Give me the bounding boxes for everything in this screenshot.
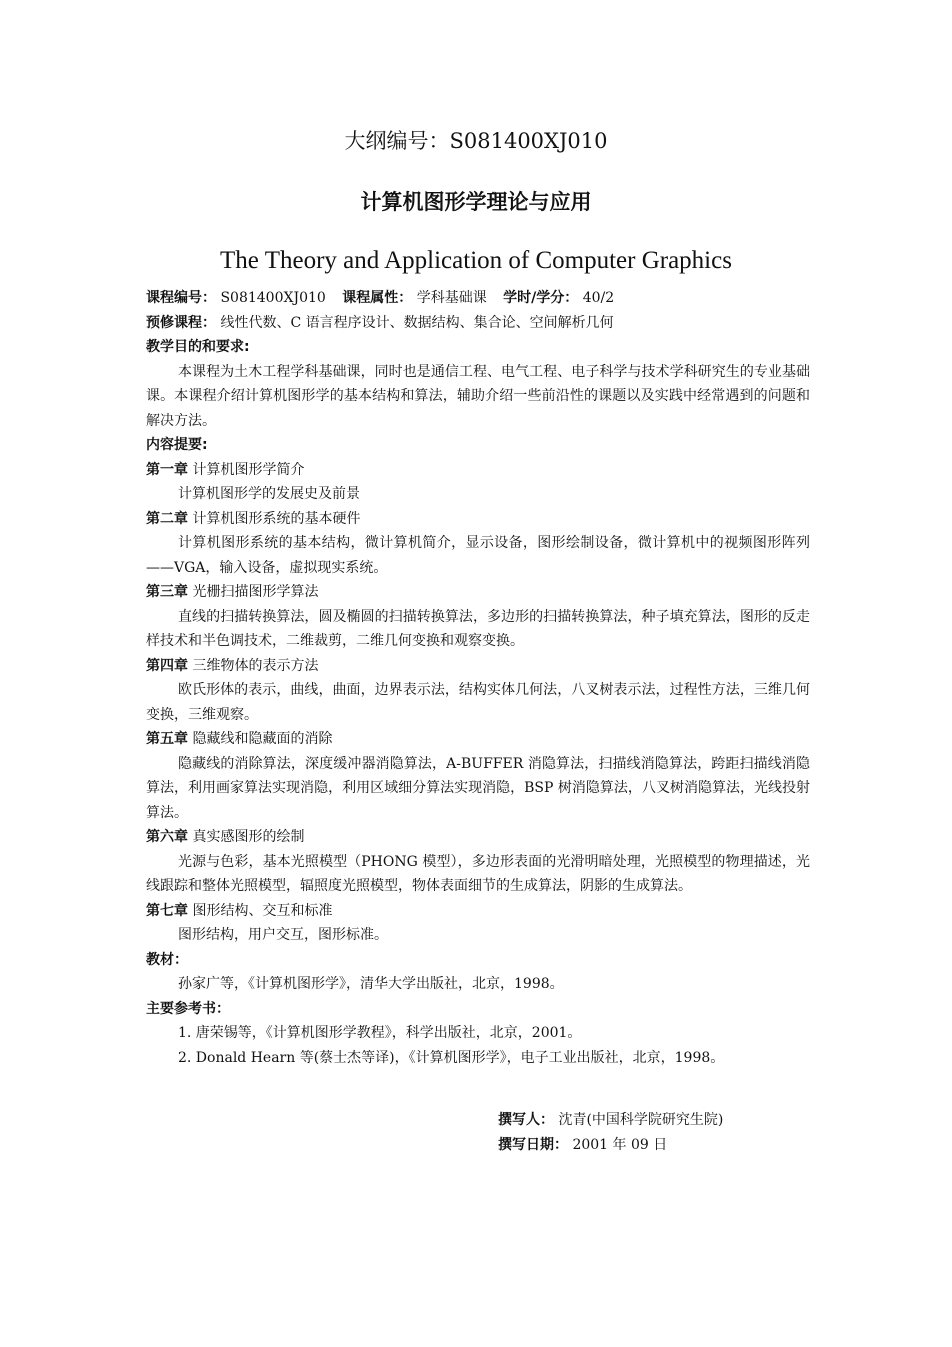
chapter-body: 直线的扫描转换算法，圆及椭圆的扫描转换算法，多边形的扫描转换算法，种子填充算法，图形的反走样技术和半色调技术，二维裁剪，二维几何变换和观察变换。	[146, 608, 810, 649]
chapter-heading	[146, 458, 810, 483]
chapter-label: 第五章	[146, 731, 188, 747]
outline-number: 大纲编号：S081400XJ010	[344, 129, 608, 153]
chapter-title: 光栅扫描图形学算法	[192, 584, 319, 600]
chapter-title: 真实感图形的绘制	[192, 829, 305, 845]
author-value: 沈青(中国科学院研究生院)	[558, 1112, 724, 1128]
course-attr-label: 课程属性：	[342, 290, 413, 306]
contents-heading: 内容提要:	[146, 437, 208, 453]
chapter-heading	[146, 825, 810, 850]
chapter-heading	[146, 507, 810, 532]
textbook-text: 孙家广等，《计算机图形学》，清华大学出版社，北京，1998。	[178, 976, 564, 992]
prereq-value: 线性代数、C 语言程序设计、数据结构、集合论、空间解析几何	[220, 314, 614, 331]
course-no-label: 课程编号：	[146, 290, 216, 306]
chapter-heading	[146, 727, 810, 752]
chapter-title: 图形结构、交互和标准	[192, 902, 333, 919]
chapter-body: 欧氏形体的表示，曲线，曲面，边界表示法，结构实体几何法，八叉树表示法，过程性方法，三维几何变换，三维观察。	[146, 682, 810, 723]
chapter-body: 计算机图形学的发展史及前景	[178, 486, 360, 502]
chapter-label: 第一章	[146, 461, 188, 478]
reference-item: 1. 唐荣锡等，《计算机图形学教程》，科学出版社，北京，2001。	[178, 1025, 582, 1041]
chapter-heading	[146, 654, 810, 679]
author-label: 撰写人：	[498, 1112, 554, 1128]
chapter-title: 隐藏线和隐藏面的消除	[192, 731, 333, 747]
chapter-label: 第四章	[146, 657, 188, 674]
references-heading: 主要参考书：	[146, 1000, 230, 1017]
chapter-body: 隐藏线的消除算法，深度缓冲器消隐算法，A-BUFFER 消隐算法，扫描线消隐算法，跨距扫描线消隐算法，利用画家算法实现消隐，利用区域细分算法实现消隐，BSP 树消隐算法，八叉树消隐算法，光线投射算法。	[146, 755, 810, 821]
chapter-title: 三维物体的表示方法	[192, 657, 319, 674]
chapter-body: 图形结构，用户交互，图形标准。	[178, 927, 388, 943]
prereq-label: 预修课程：	[146, 314, 216, 331]
goals-heading: 教学目的和要求:	[146, 339, 250, 355]
date-line	[498, 1133, 667, 1157]
goals-text: 本课程为土木工程学科基础课，同时也是通信工程、电气工程、电子科学与技术学科研究生的专业基础课。本课程介绍计算机图形学的基本结构和算法，辅助介绍一些前沿性的课题以及实践中经常遇到的问题和解决方法。	[146, 363, 810, 429]
prereq-line	[146, 311, 810, 336]
chapter-label: 第七章	[146, 902, 188, 919]
hours-label: 学时/学分：	[503, 290, 579, 306]
course-attr-value: 学科基础课	[416, 290, 487, 306]
date-label: 撰写日期：	[498, 1137, 568, 1153]
chapter-heading	[146, 580, 810, 605]
hours-value: 40/2	[582, 290, 615, 306]
chapter-label: 第二章	[146, 510, 188, 527]
chapter-label: 第三章	[146, 584, 188, 600]
course-meta-line	[146, 286, 810, 311]
course-title-english: The Theory and Application of Computer Graphics	[220, 247, 732, 274]
reference-item: 2. Donald Hearn 等(蔡士杰等译)，《计算机图形学》，电子工业出版社，北京，1998。	[178, 1049, 725, 1066]
chapter-heading	[146, 899, 810, 924]
date-value: 2001 年 09 日	[572, 1137, 668, 1153]
syllabus-body	[146, 286, 810, 1070]
chapter-body: 计算机图形系统的基本结构，微计算机简介，显示设备，图形绘制设备，微计算机中的视频图形阵列——VGA，输入设备，虚拟现实系统。	[146, 535, 810, 576]
chapter-title: 计算机图形系统的基本硬件	[192, 510, 361, 527]
textbook-heading: 教材：	[146, 951, 188, 968]
chapter-title: 计算机图形学简介	[192, 461, 305, 478]
author-line	[498, 1108, 723, 1132]
chapter-body: 光源与色彩，基本光照模型（PHONG 模型），多边形表面的光滑明暗处理，光照模型的物理描述，光线跟踪和整体光照模型，辐照度光照模型，物体表面细节的生成算法，阴影的生成算法。	[146, 853, 810, 894]
chapter-label: 第六章	[146, 829, 188, 845]
course-no-value: S081400XJ010	[220, 290, 326, 306]
course-title-chinese: 计算机图形学理论与应用	[360, 190, 592, 214]
